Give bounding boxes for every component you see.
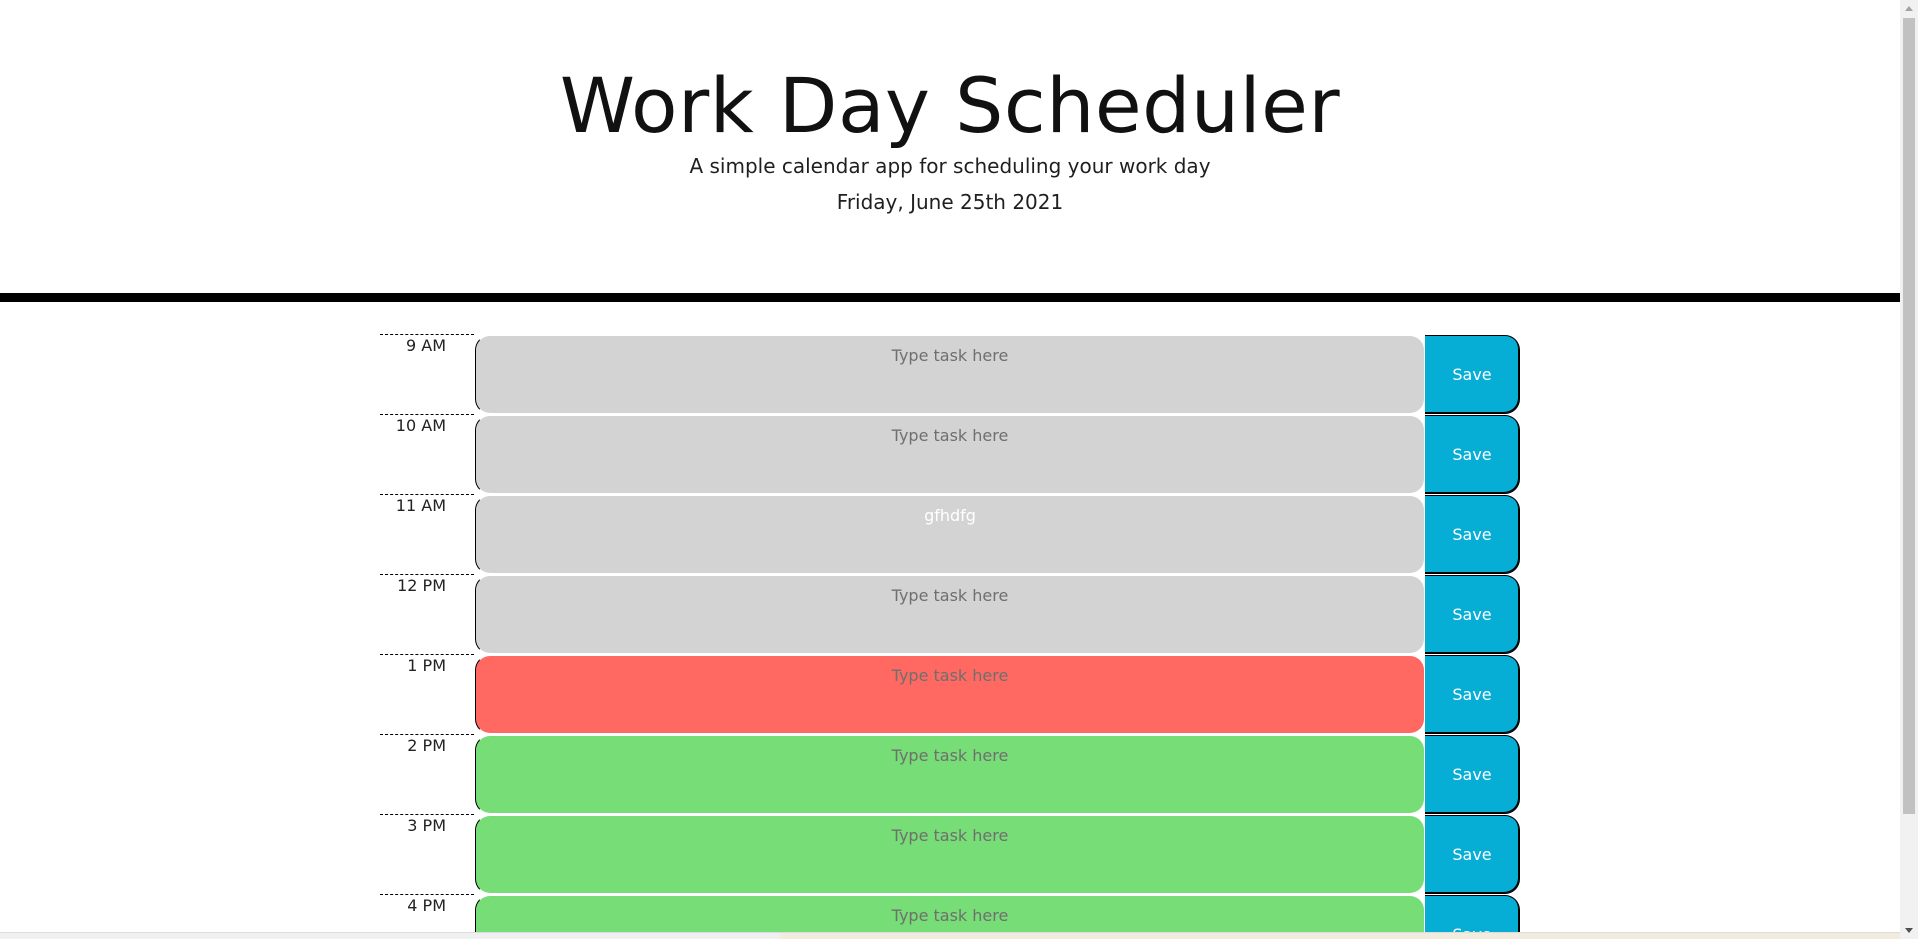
save-button[interactable]: Save: [1425, 495, 1520, 574]
time-block-row: [380, 654, 1520, 734]
hour-label: [380, 814, 474, 893]
hour-label: [380, 334, 474, 413]
hour-label: [380, 734, 474, 813]
task-input[interactable]: [475, 815, 1425, 894]
task-input[interactable]: [475, 655, 1425, 734]
hour-text: 11 AM: [395, 496, 446, 515]
scroll-down-arrow-icon[interactable]: [1905, 928, 1913, 933]
task-input[interactable]: [475, 415, 1425, 494]
hour-text: 10 AM: [395, 416, 446, 435]
hour-text: 4 PM: [407, 896, 446, 915]
time-block-row: [380, 814, 1520, 894]
hour-text: 2 PM: [407, 736, 446, 755]
task-input[interactable]: [475, 735, 1425, 814]
time-block-row: [380, 734, 1520, 814]
header: [0, 0, 1900, 302]
save-button[interactable]: Save: [1425, 415, 1520, 494]
save-button[interactable]: Save: [1425, 655, 1520, 734]
task-input[interactable]: [475, 335, 1425, 414]
hour-label: [380, 414, 474, 493]
page-subtitle: A simple calendar app for scheduling your work day: [689, 154, 1211, 178]
schedule-container: [380, 334, 1520, 939]
save-button[interactable]: Save: [1425, 815, 1520, 894]
hour-label: [380, 494, 474, 573]
bottom-strip-segment: [780, 933, 1900, 939]
hour-label: [380, 654, 474, 733]
time-block-row: [380, 494, 1520, 574]
save-button[interactable]: Save: [1425, 335, 1520, 414]
task-input[interactable]: [475, 575, 1425, 654]
save-button[interactable]: Save: [1425, 735, 1520, 814]
scroll-up-arrow-icon[interactable]: [1905, 6, 1913, 11]
time-block-row: [380, 414, 1520, 494]
hour-label: [380, 574, 474, 653]
hour-text: 9 AM: [405, 336, 446, 355]
time-block-row: [380, 334, 1520, 414]
save-button[interactable]: Save: [1425, 575, 1520, 654]
current-day: Friday, June 25th 2021: [836, 190, 1064, 214]
scroll-thumb[interactable]: [1903, 18, 1915, 814]
bottom-strip: [0, 932, 1900, 939]
page-title: Work Day Scheduler: [559, 61, 1341, 150]
time-block-row: [380, 574, 1520, 654]
hour-text: 12 PM: [397, 576, 446, 595]
hour-text: 3 PM: [407, 816, 446, 835]
task-input[interactable]: [475, 495, 1425, 574]
vertical-scrollbar[interactable]: [1900, 0, 1918, 939]
hour-text: 1 PM: [407, 656, 446, 675]
